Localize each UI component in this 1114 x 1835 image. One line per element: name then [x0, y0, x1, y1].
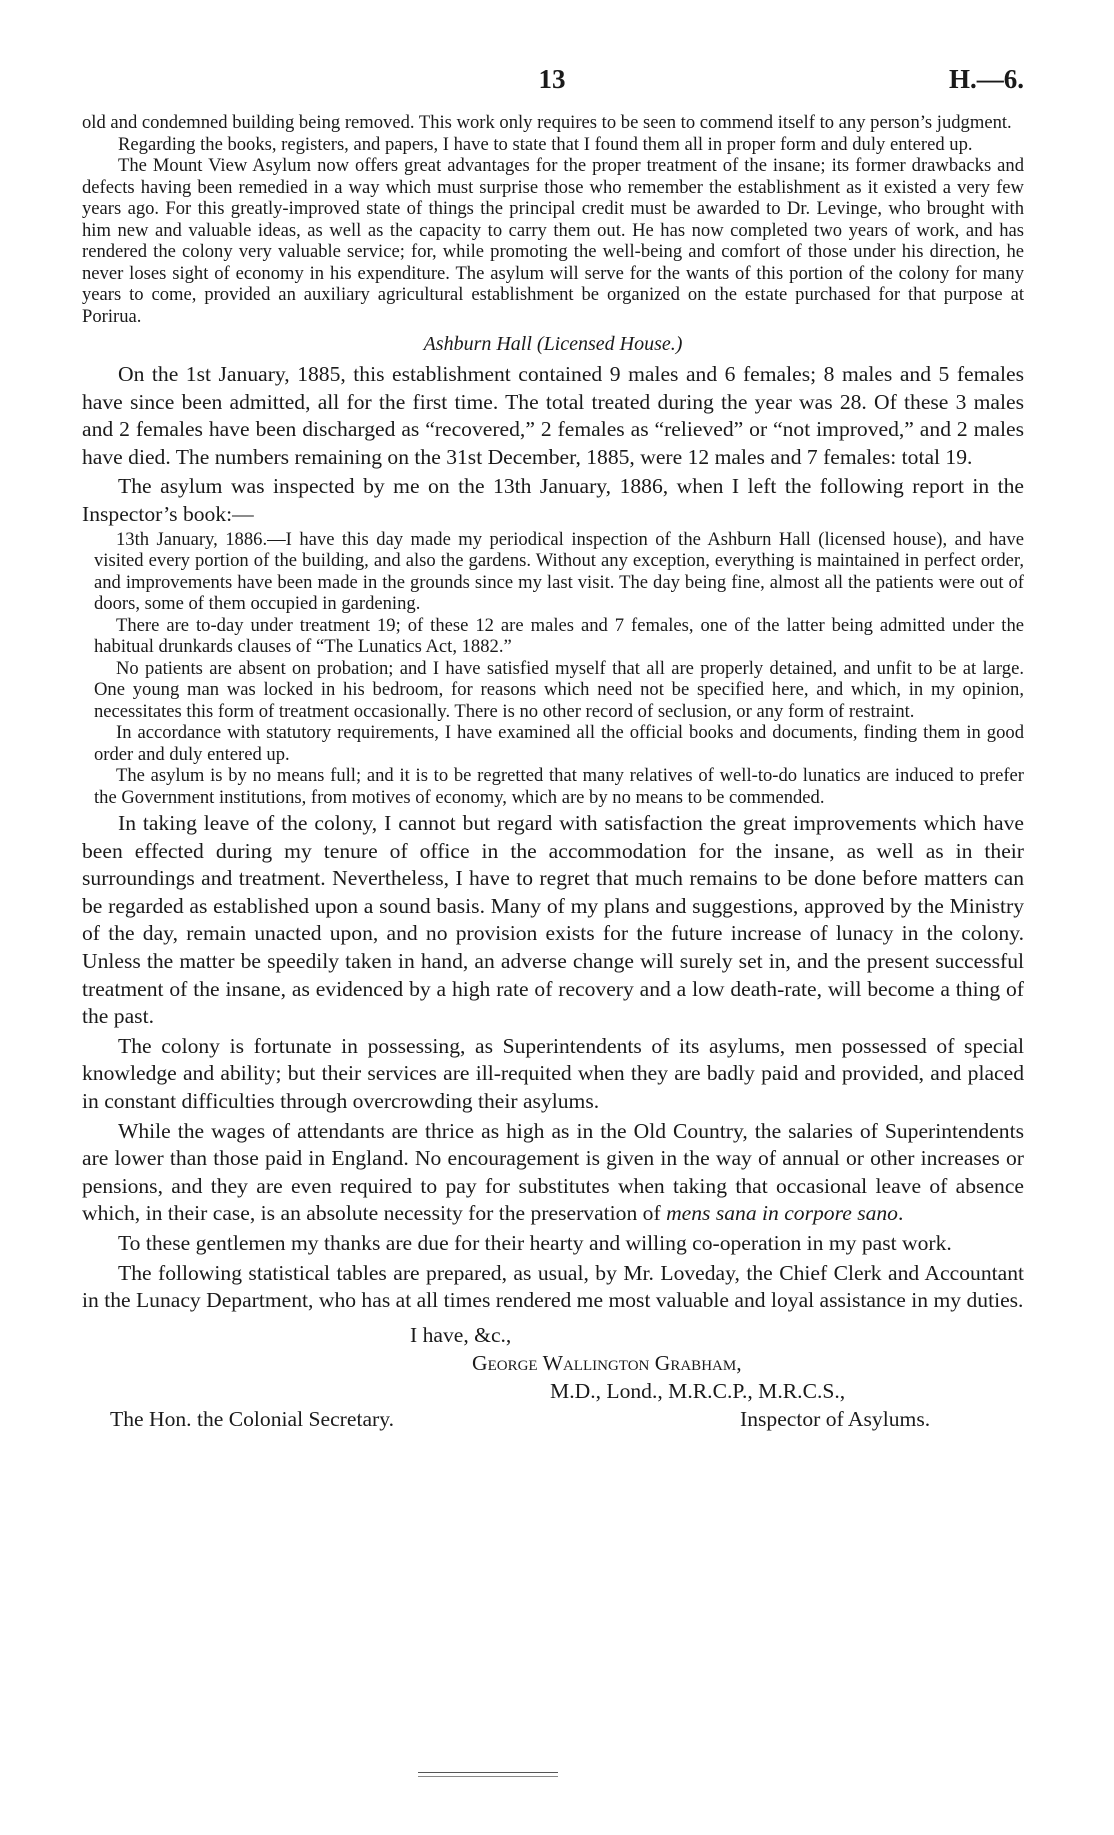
paragraph-wages — [82, 1118, 1024, 1228]
paragraph-continuation: old and condemned building being removed. This work only requires to be seen to commend itself to any person’s judgment. — [82, 112, 1012, 133]
quote-paragraph: In accordance with statutory requirements, I have examined all the official books and documents, finding them in good order and duly entered up. — [94, 722, 1024, 765]
paragraph-superintendents: The colony is fortunate in possessing, as Superintendents of its asylums, men possessed of special knowledge and ability; but their services are ill-requited when they are badly paid and provided, and placed in constant difficulties through overcrowding their asylums. — [82, 1033, 1024, 1113]
page-header — [80, 64, 1024, 100]
closing-rule-secondary — [418, 1776, 558, 1777]
document-body — [82, 112, 1024, 1433]
signature-name: George Wallington Grabham, — [472, 1350, 742, 1375]
paragraph-registers: Regarding the books, registers, and papers, I have to state that I found them all in proper form and duly entered up. — [118, 133, 973, 155]
quote-paragraph: 13th January, 1886.—I have this day made my periodical inspection of the Ashburn Hall (licensed house), and have visited every portion of the building, and also the gardens. Without any exception, everything is maintained in perfect order, and improvements have been made in the grounds since my last visit. The day being fine, almost all the patients were out of doors, some of them occupied in gardening. — [94, 528, 1024, 615]
paragraph-statistical-tables: The following statistical tables are prepared, as usual, by Mr. Loveday, the Chief Clerk and Accountant in the Lunacy Department, who has at all times rendered me most valuable and loyal assistance in my duties. — [82, 1260, 1024, 1313]
section-heading: Ashburn Hall (Licensed House.) — [423, 333, 683, 355]
quote-paragraph: No patients are absent on probation; and I have satisfied myself that all are properly detained, and unfit to be at large. One young man was locked in his bedroom, for reasons which need not be specified here, and which, in my opinion, necessitates this form of treatment occasionally. There is no other record of seclusion, or any form of restraint. — [94, 657, 1024, 722]
paragraph-leave-of-colony: In taking leave of the colony, I cannot but regard with satisfaction the great improvements which have been effected during my tenure of office in the accommodation for the insane, as well as in their surroundings and treatment. Nevertheless, I have to regret that much remains to be done before matters can be regarded as established upon a sound basis. Many of my plans and suggestions, approved by the Ministry of the day, remain unacted upon, and no provision exists for the future increase of lunacy in the colony. Unless the matter be speedily taken in hand, an adverse change will surely set in, and the present successful treatment of the insane, as evidenced by a high rate of recovery and a low death-rate, will become a thing of the past. — [82, 811, 1024, 1029]
paragraph-inspection-intro: The asylum was inspected by me on the 13th January, 1886, when I left the following report in the Inspector’s book:— — [82, 474, 1024, 526]
signature-degrees: M.D., Lond., M.R.C.P., M.R.C.S., — [550, 1378, 846, 1403]
quote-paragraph: The asylum is by no means full; and it is to be regretted that many relatives of well-to-do lunatics are induced to prefer the Government institutions, from motives of economy, which are by no means to be commended. — [94, 765, 1024, 808]
paragraph-mount-view: The Mount View Asylum now offers great advantages for the proper treatment of the insane; its former drawbacks and defects having been remedied in a way which must surprise those who remember the establishment as it existed a very few years ago. For this greatly-improved state of things the principal credit must be awarded to Dr. Levinge, who brought with him new and valuable ideas, as well as the capacity to carry them out. He has now completed two years of work, and has rendered the colony very valuable service; for, while promoting the well-being and comfort of those under his direction, he never loses sight of economy in his expenditure. The asylum will serve for the wants of this portion of the colony for many years to come, provided an auxiliary agricultural establishment be organized on the estate purchased for that purpose at Porirua. — [82, 155, 1024, 327]
inspector-report-quote — [94, 529, 1024, 809]
signature-title: Inspector of Asylums. — [740, 1406, 931, 1431]
signature-closing: I have, &c., — [410, 1322, 512, 1347]
latin-phrase: mens sana in corpore sano — [666, 1201, 898, 1226]
page-number: 13 — [538, 64, 566, 94]
quote-paragraph: There are to-day under treatment 19; of these 12 are males and 7 females, one of the latter being admitted under the habitual drunkards clauses of “The Lunatics Act, 1882.” — [94, 614, 1024, 658]
document-reference: H.—6. — [948, 64, 1024, 94]
closing-rule — [418, 1772, 558, 1773]
paragraph-ashburn-statistics: On the 1st January, 1885, this establishment contained 9 males and 6 females; 8 males and 5 females have since been admitted, all for the first time. The total treated during the year was 28. Of these 3 males and 2 females have been discharged as “recovered,” 2 females as “relieved” or “not improved,” and 2 males have died. The numbers remaining on the 31st December, 1885, were 12 males and 7 females: total 19. — [82, 362, 1024, 469]
signature-addressee: The Hon. the Colonial Secretary. — [110, 1406, 395, 1431]
signature-block — [82, 1321, 1024, 1433]
wages-end: . — [897, 1201, 904, 1226]
paragraph-thanks: To these gentlemen my thanks are due for their hearty and willing co-operation in my past work. — [118, 1230, 952, 1255]
wages-text: While the wages of attendants are thrice as high as in the Old Country, the salaries of Superintendents are lower than those paid in England. No encouragement is given in the way of annual or other increases or pensions, and they are even required to pay for substitutes when taking that occasional leave of absence which, in their case, is an absolute necessity for the preservation of — [82, 1118, 1024, 1226]
